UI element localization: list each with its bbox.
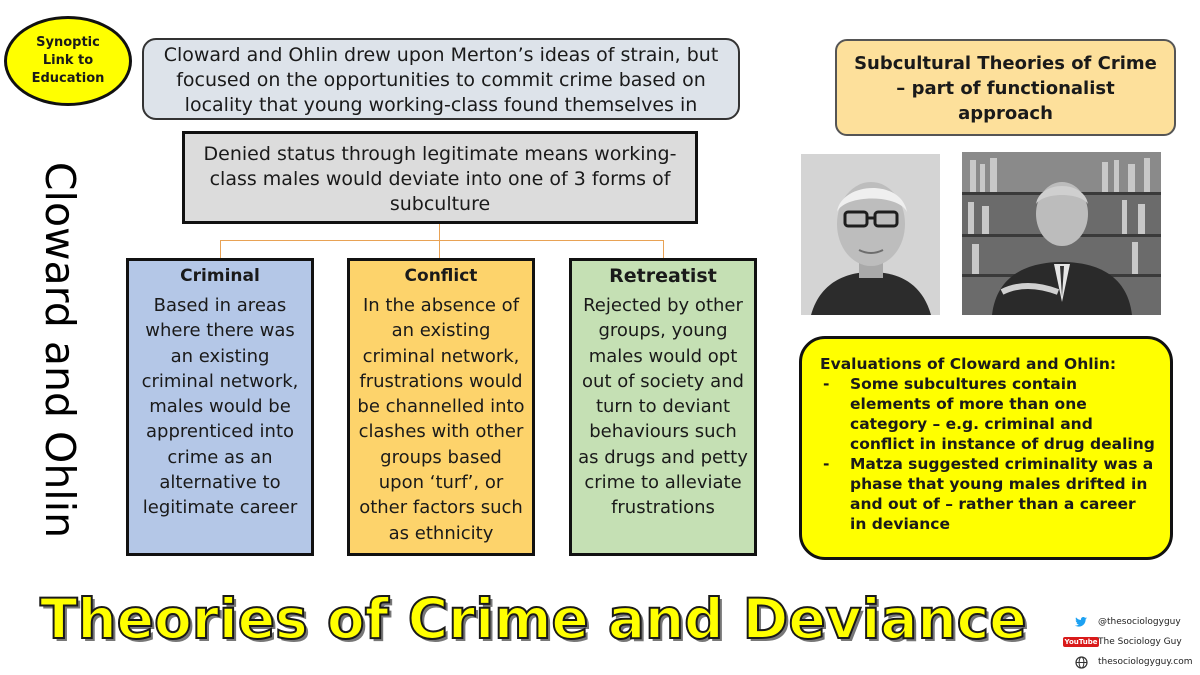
vertical-title-text: Cloward and Ohlin [36, 161, 84, 539]
portrait-illustration [801, 154, 940, 315]
connector-retreatist [663, 240, 664, 258]
globe-icon [1072, 655, 1090, 669]
criminal-subculture-box [126, 258, 314, 556]
intro-box: Cloward and Ohlin drew upon Merton’s ideas of strain, but focused on the opportunities to commit crime based on locality that young working-class found themselves in [142, 38, 740, 120]
connector-vertical [439, 224, 440, 258]
evaluations-heading: Evaluations of Cloward and Ohlin: [820, 355, 1117, 373]
conflict-body: In the absence of an existing criminal network, frustrations would be channelled into clashes with other groups based upon ‘turf’, or other factors such as ethnicity [357, 295, 525, 544]
website-link[interactable] [1072, 652, 1196, 672]
vertical-title [30, 150, 90, 550]
connector-horizontal [220, 240, 663, 241]
denied-status-box: Denied status through legitimate means working-class males would deviate into one of 3 forms of subculture [182, 131, 698, 224]
retreatist-body: Rejected by other groups, young males would opt out of society and turn to deviant behaviours such as drugs and petty crime to alleviate frustrations [578, 295, 748, 519]
main-title: Theories of Crime and Deviance [40, 587, 1027, 651]
evaluation-item: - Matza suggested criminality was a phase that young males drifted in and out of – rather than a career in deviance [820, 454, 1156, 534]
portrait-illustration-bookshelf [962, 152, 1161, 315]
youtube-channel: The Sociology Guy [1098, 637, 1182, 647]
criminal-body: Based in areas where there was an existing criminal network, males would be apprenticed into crime as an alternative to legitimate career [141, 295, 299, 519]
evaluation-item: - Some subcultures contain elements of more than one category – e.g. criminal and conflict in instance of drug dealing [820, 374, 1156, 454]
website-url: thesociologyguy.com [1098, 657, 1193, 667]
twitter-handle: @thesociologyguy [1098, 617, 1181, 627]
retreatist-subculture-box [569, 258, 757, 556]
criminal-title: Criminal [180, 266, 260, 286]
social-links [1064, 612, 1196, 668]
youtube-icon: YouTube [1064, 638, 1098, 646]
conflict-subculture-box [347, 258, 535, 556]
twitter-link[interactable] [1072, 612, 1196, 632]
evaluations-box [799, 336, 1173, 560]
twitter-icon [1072, 615, 1090, 629]
portrait-photo-cloward [801, 154, 940, 315]
evaluations-list [820, 374, 1156, 534]
youtube-link[interactable] [1064, 632, 1196, 652]
topic-box: Subcultural Theories of Crime – part of functionalist approach [835, 39, 1176, 136]
synoptic-link-badge: Synoptic Link to Education [4, 16, 132, 106]
portrait-photo-ohlin [962, 152, 1161, 315]
conflict-title: Conflict [404, 266, 478, 286]
connector-criminal [220, 240, 221, 258]
retreatist-title: Retreatist [609, 265, 717, 287]
